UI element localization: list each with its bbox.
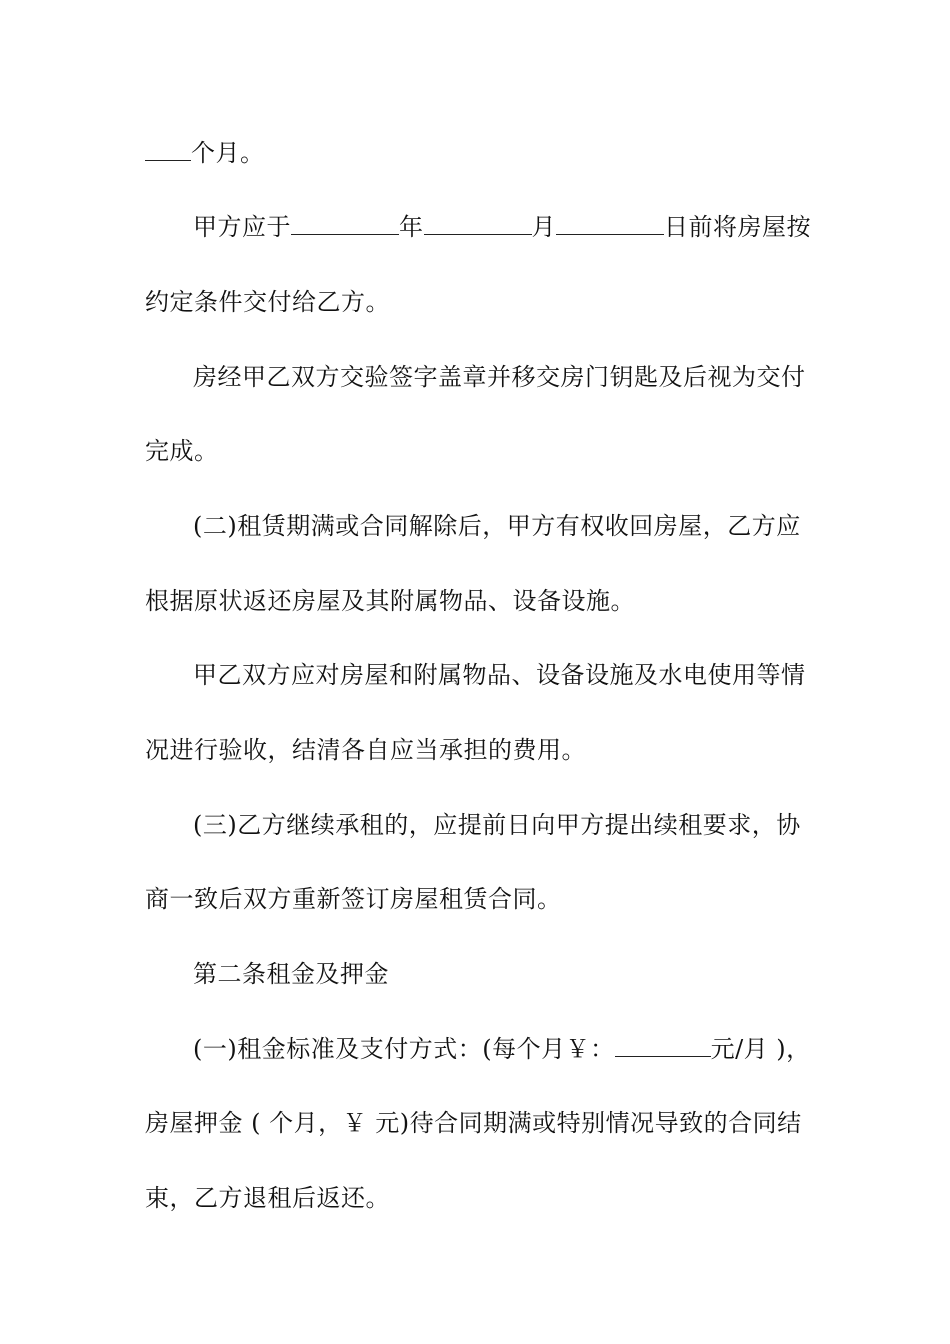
blank-field-day [556,212,664,235]
blank-field-rent-amount [615,1034,711,1057]
text-line-10: (三)乙方继续承租的，应提前日向甲方提出续租要求，协 [193,811,801,839]
text-line-11: 商一致后双方重新签订房屋租赁合同。 [145,885,562,913]
text-line-4: 房经甲乙双方交验签字盖章并移交房门钥匙及后视为交付 [193,363,806,391]
line-13-text-b: 元/月 )， [710,1035,811,1063]
text-line-9: 况进行验收，结清各自应当承担的费用。 [145,736,586,764]
text-line-15: 束，乙方退租后返还。 [145,1184,390,1212]
blank-field-month [424,212,532,235]
text-line-1 [145,138,815,168]
line-13-text-a: (一)租金标准及支付方式：(每个月￥： [193,1035,615,1063]
line-2-text-b: 年 [399,213,424,241]
line-2-text-a: 甲方应于 [193,213,291,241]
line-1-text: 个月。 [191,139,265,167]
text-line-3: 约定条件交付给乙方。 [145,288,390,316]
blank-field-year [291,212,399,235]
text-line-8: 甲乙双方应对房屋和附属物品、设备设施及水电使用等情 [193,661,806,689]
text-line-5: 完成。 [145,437,219,465]
text-line-7: 根据原状返还房屋及其附属物品、设备设施。 [145,587,635,615]
text-line-2 [145,212,863,242]
blank-field-months [145,138,191,161]
text-line-6: (二)租赁期满或合同解除后，甲方有权收回房屋，乙方应 [193,512,801,540]
text-line-13 [145,1034,863,1064]
line-2-text-c: 月 [531,213,556,241]
line-2-text-d: 日前将房屋按 [664,213,811,241]
section-heading-rent-deposit: 第二条租金及押金 [193,960,389,988]
text-line-14: 房屋押金 ( 个月，￥ 元)待合同期满或特别情况导致的合同结 [145,1109,802,1137]
